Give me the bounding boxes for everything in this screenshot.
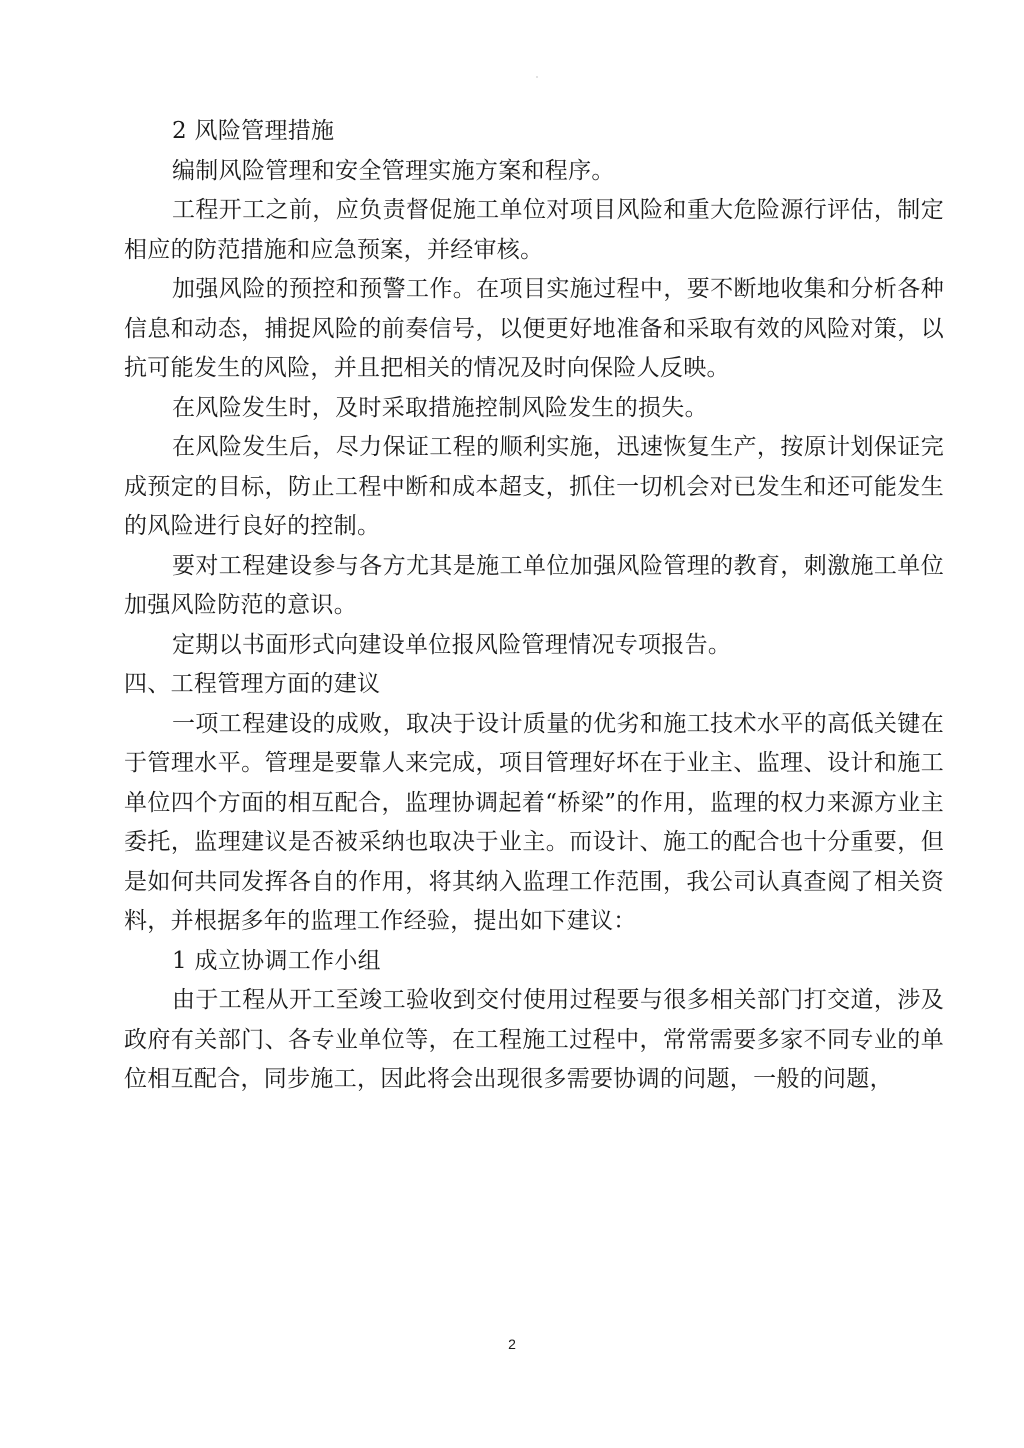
paragraph: 在风险发生时，及时采取措施控制风险发生的损失。: [172, 394, 708, 421]
paragraph: 由于工程从开工至竣工验收到交付使用过程要与很多相关部门打交道，涉及政府有关部门、各专业单位等，在工程施工过程中，常常需要多家不同专业的单位相互配合，同步施工，因此将会出现很多需要协调的问题，一般的问题，: [124, 987, 944, 1092]
paragraph: 在风险发生后，尽力保证工程的顺利实施，迅速恢复生产，按原计划保证完成预定的目标，防止工程中断和成本超支，抓住一切机会对已发生和还可能发生的风险进行良好的控制。: [124, 434, 944, 539]
paragraph: 加强风险的预控和预警工作。在项目实施过程中，要不断地收集和分析各种信息和动态，捕捉风险的前奏信号，以便更好地准备和采取有效的风险对策，以抗可能发生的风险，并且把相关的情况及时向保险人反映。: [124, 276, 944, 381]
document-body: [124, 112, 944, 1100]
paragraph: 定期以书面形式向建设单位报风险管理情况专项报告。: [172, 631, 732, 658]
section-heading-management-suggestions: 四、工程管理方面的建议: [124, 671, 381, 697]
section-heading-risk-measures: 2 风险管理措施: [172, 118, 335, 144]
paragraph: 要对工程建设参与各方尤其是施工单位加强风险管理的教育，刺激施工单位加强风险防范的意识。: [124, 552, 944, 618]
page-number: 2: [508, 1336, 516, 1352]
scan-speck: [536, 76, 538, 78]
paragraph: 一项工程建设的成败，取决于设计质量的优劣和施工技术水平的高低关键在于管理水平。管理是要靠人来完成，项目管理好坏在于业主、监理、设计和施工单位四个方面的相互配合，监理协调起着“桥梁”的作用，监理的权力来源方业主委托，监理建议是否被采纳也取决于业主。而设计、施工的配合也十分重要，但是如何共同发挥各自的作用，将其纳入监理工作范围，我公司认真查阅了相关资料，并根据多年的监理工作经验，提出如下建议：: [124, 710, 944, 934]
paragraph: 工程开工之前，应负责督促施工单位对项目风险和重大危险源行评估，制定相应的防范措施和应急预案，并经审核。: [124, 197, 944, 263]
paragraph: 编制风险管理和安全管理实施方案和程序。: [172, 157, 615, 184]
subsection-heading-coordination-group: 1 成立协调工作小组: [172, 947, 381, 974]
